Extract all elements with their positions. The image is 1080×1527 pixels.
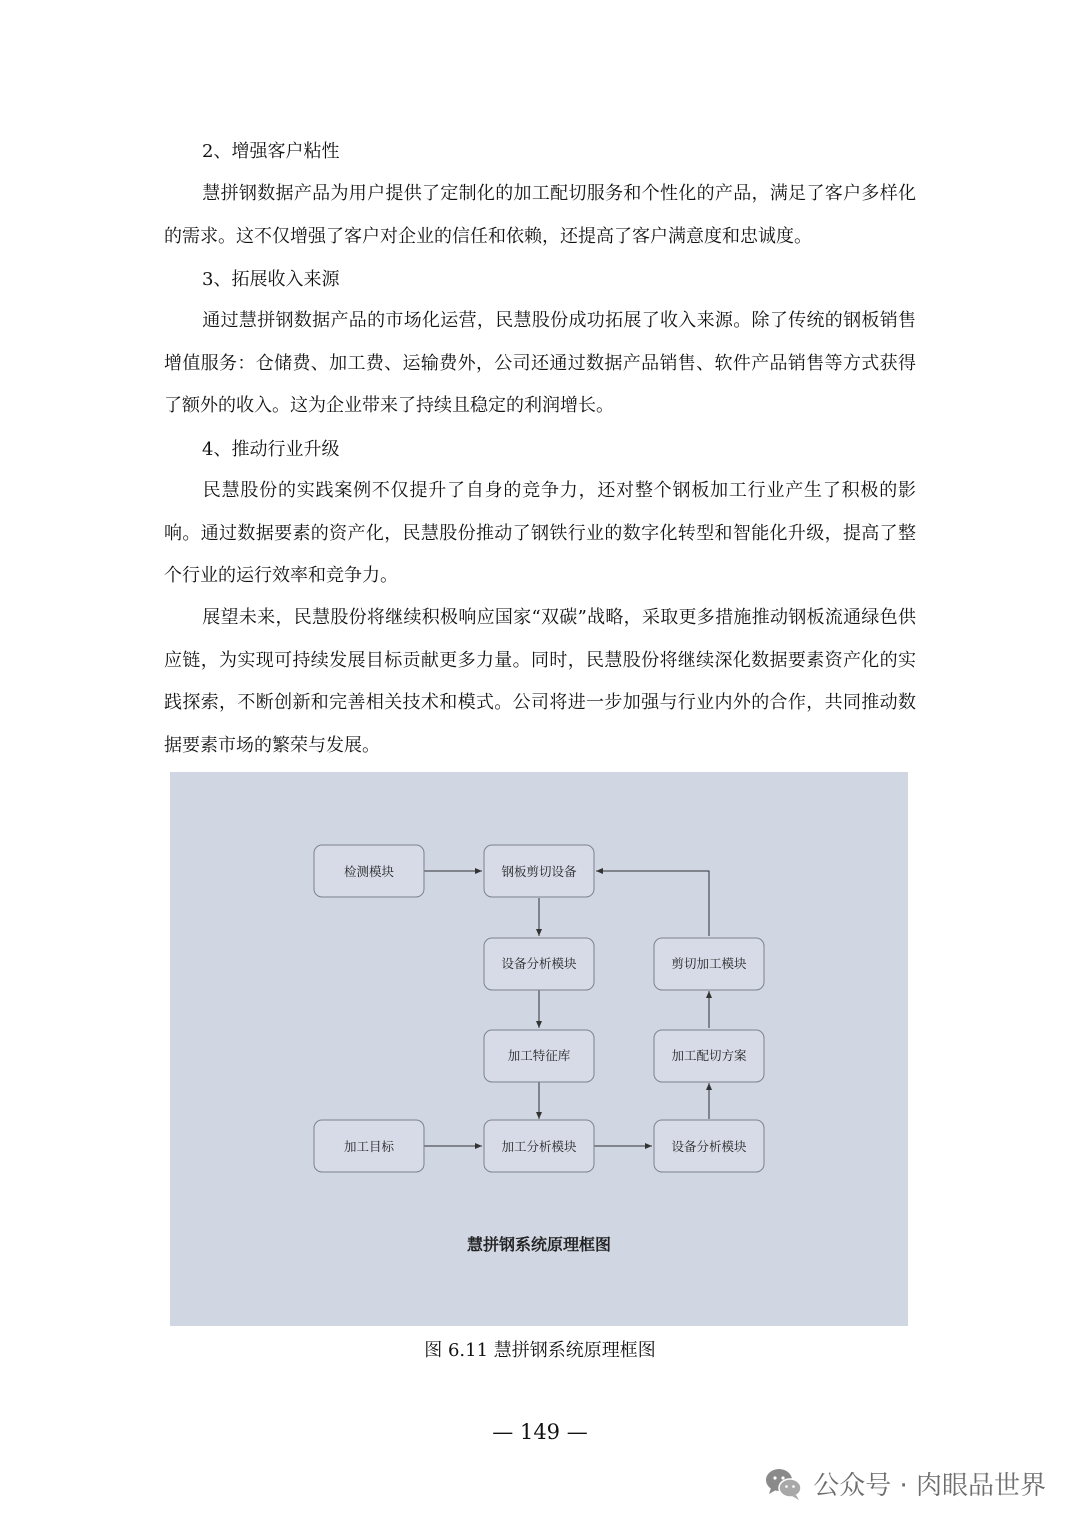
svg-text:设备分析模块: 设备分析模块: [501, 956, 577, 971]
watermark-footer: [765, 1465, 1046, 1502]
diagram-title: 慧拼钢系统原理框图: [466, 1235, 612, 1254]
system-diagram-figure: [170, 772, 908, 1326]
closing-paragraph: 展望未来，民慧股份将继续积极响应国家“双碳”战略，采取更多措施推动钢板流通绿色供应链，为实现可持续发展目标贡献更多力量。同时，民慧股份将继续深化数据要素资产化的实践探索，不断创新和完善相关技术和模式。公司将进一步加强与行业内外的合作，共同推动数据要素市场的繁荣与发展。: [164, 607, 916, 756]
node-feature-lib: [484, 1030, 594, 1082]
svg-text:钢板剪切设备: 钢板剪切设备: [501, 864, 577, 879]
node-equip-analysis-1: [484, 938, 594, 990]
page-number: — 149 —: [492, 1420, 588, 1444]
node-equip-analysis-2: [654, 1120, 764, 1172]
svg-text:设备分析模块: 设备分析模块: [671, 1139, 747, 1154]
svg-text:加工目标: 加工目标: [343, 1139, 395, 1154]
wechat-icon: [765, 1467, 803, 1501]
node-process-analysis: [484, 1120, 594, 1172]
section-heading-4: 4、推动行业升级: [202, 439, 340, 460]
section-heading-3: 3、拓展收入来源: [202, 269, 340, 290]
node-cut-module: [654, 938, 764, 990]
section-paragraph-2: 慧拼钢数据产品为用户提供了定制化的加工配切服务和个性化的产品，满足了客户多样化的需求。这不仅增强了客户对企业的信任和依赖，还提高了客户满意度和忠诚度。: [164, 183, 916, 247]
node-detect: [314, 845, 424, 897]
svg-text:剪切加工模块: 剪切加工模块: [671, 956, 747, 971]
section-heading-2: 2、增强客户粘性: [202, 141, 340, 162]
svg-text:加工配切方案: 加工配切方案: [671, 1048, 747, 1063]
footer-text: 公众号 · 肉眼品世界: [813, 1471, 1046, 1501]
svg-text:加工特征库: 加工特征库: [507, 1048, 571, 1063]
system-diagram: [170, 772, 908, 1326]
svg-text:加工分析模块: 加工分析模块: [501, 1139, 577, 1154]
node-cut-plan: [654, 1030, 764, 1082]
node-target: [314, 1120, 424, 1172]
node-cutter: [484, 845, 594, 897]
arrow-cut-module-to-cutter: [596, 871, 709, 936]
svg-text:检测模块: 检测模块: [343, 864, 395, 879]
figure-caption: 图 6.11 慧拼钢系统原理框图: [424, 1340, 656, 1361]
section-paragraph-4: 民慧股份的实践案例不仅提升了自身的竞争力，还对整个钢板加工行业产生了积极的影响。通过数据要素的资产化，民慧股份推动了钢铁行业的数字化转型和智能化升级，提高了整个行业的运行效率和竞争力。: [164, 480, 916, 586]
section-paragraph-3: 通过慧拼钢数据产品的市场化运营，民慧股份成功拓展了收入来源。除了传统的钢板销售增值服务：仓储费、加工费、运输费外，公司还通过数据产品销售、软件产品销售等方式获得了额外的收入。这为企业带来了持续且稳定的利润增长。: [164, 310, 916, 416]
